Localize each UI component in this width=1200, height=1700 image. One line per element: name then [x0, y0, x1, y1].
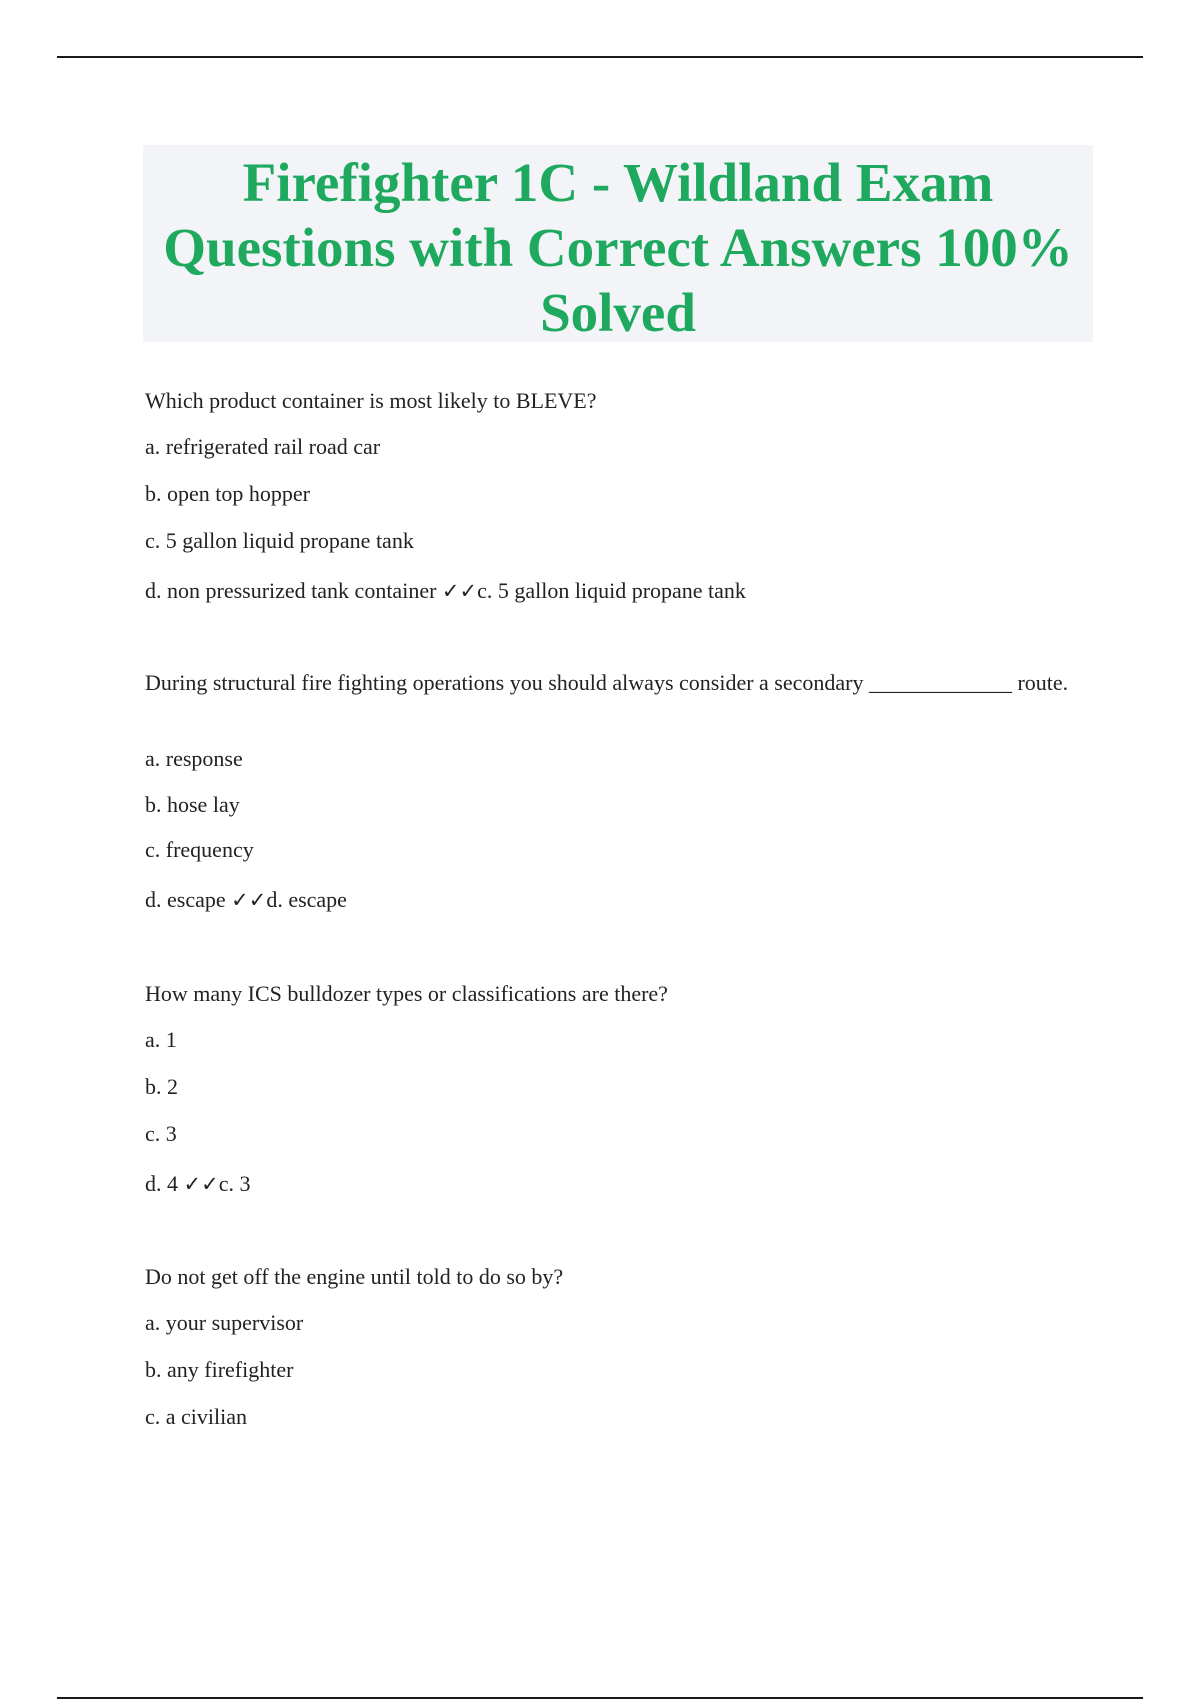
question-1: [145, 386, 1095, 603]
question-3: [145, 979, 1095, 1196]
title-banner: [143, 145, 1093, 342]
option-a: a. response: [145, 746, 243, 771]
correct-answer: c. 3: [218, 1171, 251, 1196]
question-2: [145, 668, 1095, 912]
option-d: d. non pressurized tank container: [145, 578, 437, 603]
correct-answer: c. 5 gallon liquid propane tank: [477, 578, 746, 603]
option-d-with-answer: [145, 1169, 250, 1199]
option-d: d. 4: [145, 1171, 178, 1196]
option-a: a. 1: [145, 1027, 177, 1052]
option-a: a. your supervisor: [145, 1310, 304, 1335]
option-b: b. open top hopper: [145, 481, 310, 506]
question-text: How many ICS bulldozer types or classifications are there?: [145, 981, 668, 1006]
question-text: Which product container is most likely to BLEVE?: [145, 388, 597, 413]
option-d-with-answer: [145, 576, 746, 606]
document-title: Firefighter 1C - Wildland Exam Questions with Correct Answers 100% Solved: [163, 152, 1073, 343]
correct-answer: d. escape: [266, 887, 347, 912]
check-icon: ✓✓: [183, 1172, 219, 1196]
option-c: c. frequency: [145, 837, 254, 862]
check-icon: ✓✓: [441, 579, 478, 603]
option-b: b. 2: [145, 1074, 178, 1099]
option-d-with-answer: [145, 885, 347, 915]
bottom-rule: [57, 1697, 1143, 1699]
option-c: c. 5 gallon liquid propane tank: [145, 528, 414, 553]
option-d: d. escape: [145, 887, 226, 912]
option-b: b. hose lay: [145, 792, 240, 817]
check-icon: ✓✓: [231, 888, 267, 912]
option-a: a. refrigerated rail road car: [145, 434, 381, 459]
option-c: c. a civilian: [145, 1404, 248, 1429]
question-text: Do not get off the engine until told to do so by?: [145, 1264, 564, 1289]
question-text: During structural fire fighting operations you should always consider a secondary _____________ route.: [145, 670, 1069, 695]
option-b: b. any firefighter: [145, 1357, 294, 1382]
question-4: [145, 1262, 1095, 1429]
option-c: c. 3: [145, 1121, 177, 1146]
top-rule: [57, 56, 1143, 58]
